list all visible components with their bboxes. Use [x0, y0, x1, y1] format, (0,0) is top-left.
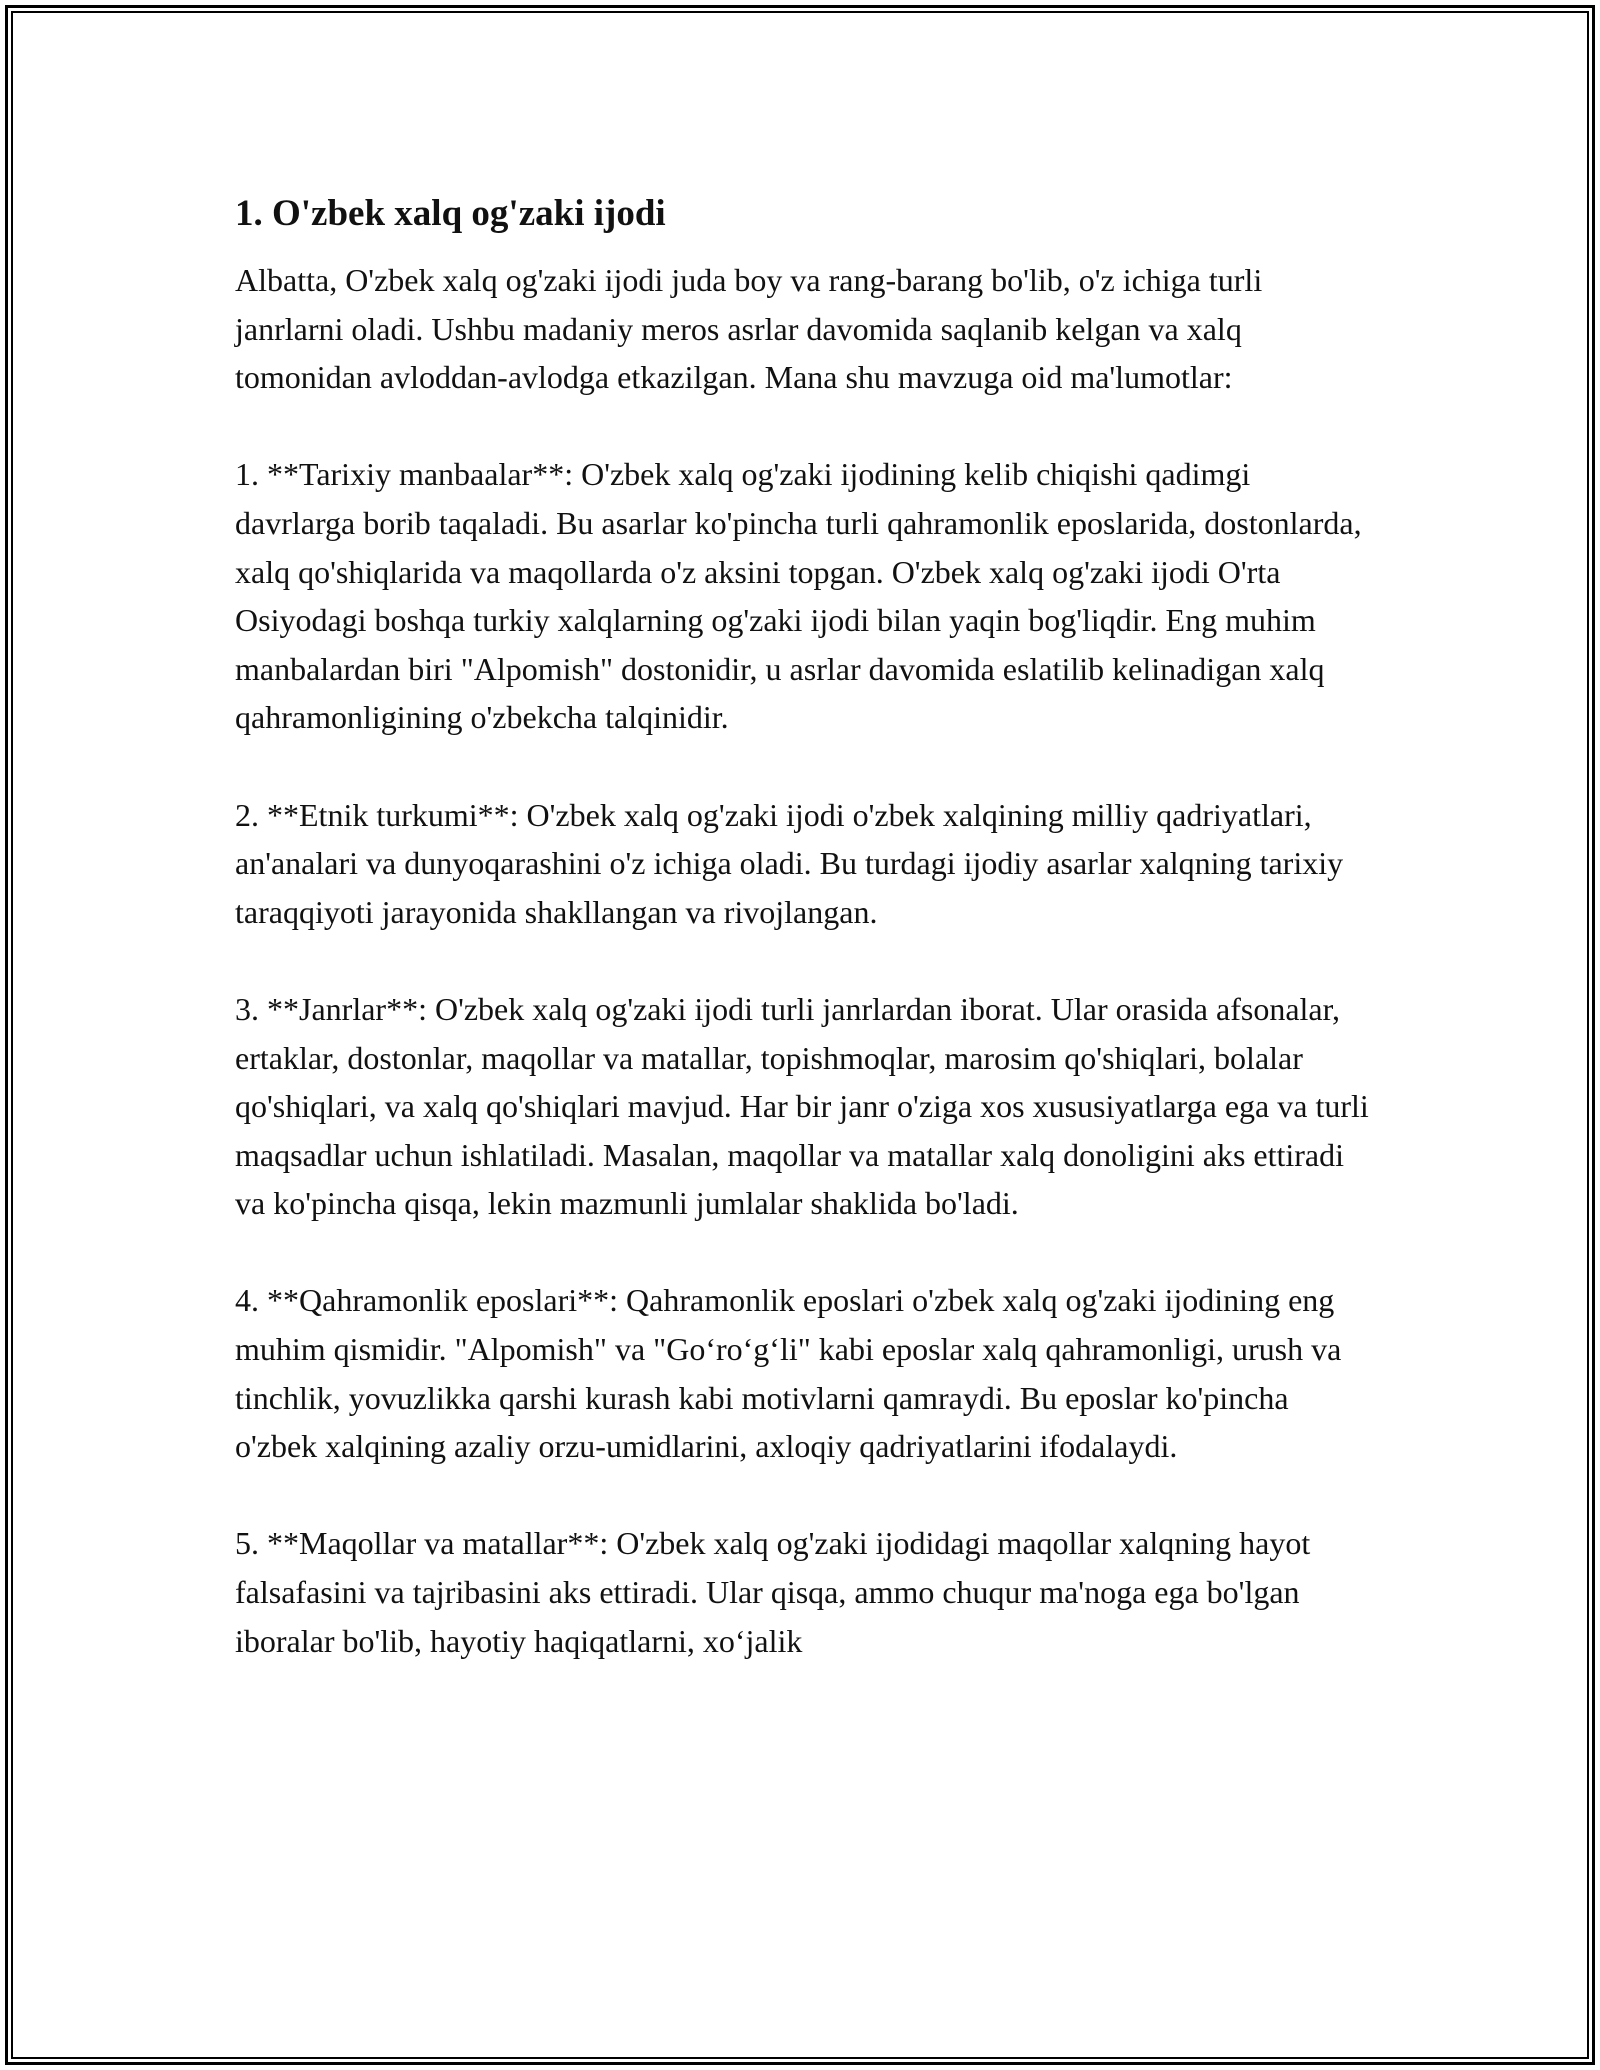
- paragraph-proverbs: 5. **Maqollar va matallar**: O'zbek xalq og'zaki ijodidagi maqollar xalqning hayot falsafasini va tajribasini aks ettiradi. Ular qisqa, ammo chuqur ma'noga ega bo'lgan iboralar bo'lib, hayotiy haqiqatlarni, xo‘jalik: [235, 1525, 1311, 1659]
- document-title: 1. O'zbek xalq og'zaki ijodi: [235, 193, 666, 234]
- paragraph-ethnic-category: 2. **Etnik turkumi**: O'zbek xalq og'zaki ijodi o'zbek xalqining milliy qadriyatlari, an'analari va dunyoqarashini o'z ichiga oladi. Bu turdagi ijodiy asarlar xalqning tarixiy taraqqiyoti jarayonida shakllangan va rivojlangan.: [235, 796, 1344, 930]
- document-body: [235, 188, 1370, 1714]
- intro-paragraph: Albatta, O'zbek xalq og'zaki ijodi juda boy va rang-barang bo'lib, o'z ichiga turli janrlarni oladi. Ushbu madaniy meros asrlar davomida saqlanib kelgan va xalq tomonidan avloddan-avlodga etkazilgan. Mana shu mavzuga oid ma'lumotlar:: [235, 262, 1263, 396]
- paragraph-heroic-epics: 4. **Qahramonlik eposlari**: Qahramonlik eposlari o'zbek xalq og'zaki ijodining eng muhim qismidir. "Alpomish" va "Go‘ro‘g‘li" kabi eposlar xalq qahramonligi, urush va tinchlik, yovuzlikka qarshi kurash kabi motivlarni qamraydi. Bu eposlar ko'pincha o'zbek xalqining azaliy orzu-umidlarini, axloqiy qadriyatlarini ifodalaydi.: [235, 1282, 1342, 1465]
- paragraph-genres: 3. **Janrlar**: O'zbek xalq og'zaki ijodi turli janrlardan iborat. Ular orasida afsonalar, ertaklar, dostonlar, maqollar va matallar, topishmoqlar, marosim qo'shiqlari, bolalar qo'shiqlari, va xalq qo'shiqlari mavjud. Har bir janr o'ziga xos xususiyatlarga ega va turli maqsadlar uchun ishlatiladi. Masalan, maqollar va matallar xalq donoligini aks ettiradi va ko'pincha qisqa, lekin mazmunli jumlalar shaklida bo'ladi.: [235, 990, 1369, 1222]
- paragraph-historical-sources: 1. **Tarixiy manbaalar**: O'zbek xalq og'zaki ijodining kelib chiqishi qadimgi davrlarga borib taqaladi. Bu asarlar ko'pincha turli qahramonlik eposlarida, dostonlarda, xalq qo'shiqlarida va maqollarda o'z aksini topgan. O'zbek xalq og'zaki ijodi O'rta Osiyodagi boshqa turkiy xalqlarning og'zaki ijodi bilan yaqin bog'liqdir. Eng muhim manbalardan biri "Alpomish" dostonidir, u asrlar davomida eslatilib kelinadigan xalq qahramonligining o'zbekcha talqinidir.: [235, 456, 1362, 736]
